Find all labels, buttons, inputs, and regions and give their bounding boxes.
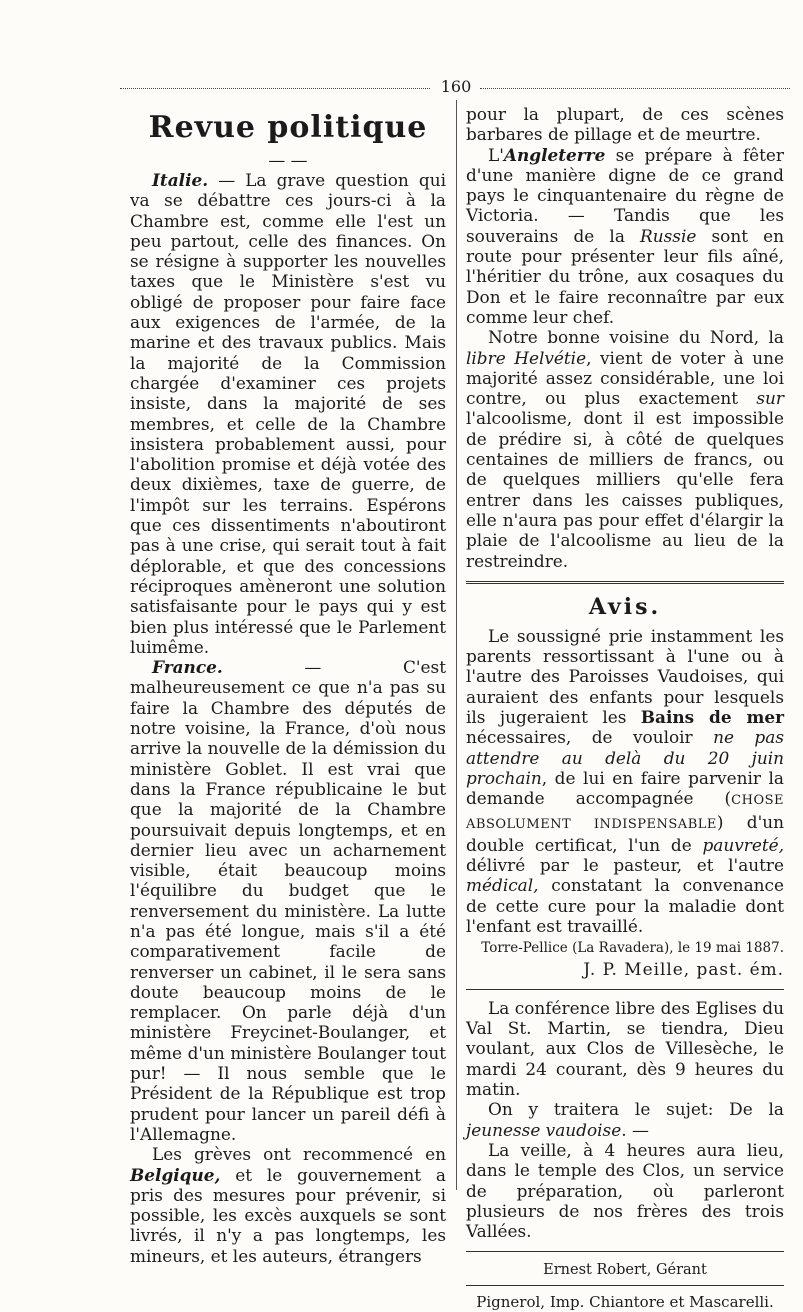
right-column: [466, 104, 784, 1312]
avis-t5: délivré par le pasteur, et l'autre: [466, 855, 784, 876]
printer-line: Pignerol, Imp. Chiantore et Mascarelli.: [476, 1292, 774, 1311]
header-dotted-rule-right: [480, 88, 790, 89]
avis-title: Avis.: [588, 593, 662, 620]
paragraph-france: [130, 657, 446, 1144]
avis-t3: , de lui en faire parvenir la demande accompagnée (: [466, 767, 784, 809]
country-helvetie: libre Helvétie: [466, 347, 587, 368]
angleterre-before: L': [488, 144, 504, 165]
avis-signature: J. P. Meille, past. ém.: [583, 958, 784, 979]
paragraph-conference-1: La conférence libre des Eglises du Val St. Martin, se tiendra, Dieu voulant, aux Clos de Villesèche, le mardi 24 courant, dès 9 heures du matin.: [466, 997, 784, 1100]
header-dotted-rule-left: [120, 88, 430, 89]
paragraph-avis: [466, 626, 784, 936]
title-dash: — —: [268, 150, 308, 170]
avis-t4: ) d'un double certificat, l'un de: [466, 811, 784, 855]
helvetie-after: l'alcoolisme, dont il est impossible de prédire si, à côté de quelques centaines de milliers de francs, ou de quelques milliers qu'elle fera entrer dans les caisses publiques, elle n'aura pas pour effet d'élargir la plaie de l'alcoolisme au lieu de la restreindre.: [466, 408, 784, 571]
helvetie-sur: sur: [756, 388, 784, 409]
angleterre-after: se prépare à fêter d'une manière digne de ce grand pays le cinquantenaire du règne de Victoria. — Tandis que les souverains de la: [466, 144, 784, 246]
country-belgique: Belgique,: [130, 1164, 221, 1185]
russie-after: sont en route pour présenter leur fils aîné, l'héritier du trône, aux cosaques du Don et le faire reconnaître par eux comme leur chef.: [466, 225, 784, 327]
conference-p2-emph: jeunesse vaudoise: [466, 1119, 622, 1140]
page-number: 160: [440, 77, 472, 96]
conference-p2-before: On y traitera le sujet: De la: [488, 1099, 784, 1120]
country-italie: Italie.: [152, 170, 209, 190]
country-angleterre: Angleterre: [503, 144, 606, 165]
avis-medical: médical,: [466, 875, 539, 896]
avis-pauvrete: pauvreté,: [702, 834, 784, 855]
page-header: [120, 76, 790, 98]
paragraph-conference-2: [466, 1099, 784, 1140]
left-column: [130, 104, 446, 1266]
paragraph-continuation: pour la plupart, de ces scènes barbares de pillage et de meurtre.: [466, 104, 784, 145]
italie-text: — La grave question qui va se débattre ces jours-ci à la Chambre est, comme elle l'est un peu partout, celle des finances. On se résigne à supporter les nouvelles taxes que le Ministère s'est vu obligé de proposer pour faire face aux exigences de l'armée, de la marine et des travaux publics. Mais la majorité de la Commission chargée d'examiner ces projets insiste, dans la majorité de ses membres, et celle de la Chambre insistera probablement aussi, pour l'abolition promise et déjà votée des deux dixièmes, taxe de guerre, de l'impôt sur les terrains. Espérons que ces dissentiments n'aboutiront pas à une crise, qui serait tout à fait déplorable, et que des concessions réciproques amèneront une solution satisfaisante pour le pays qui y est bien plus intéressé que le Parlement luimême.: [130, 170, 446, 657]
avis-emph-date: ne pas attendre au delà du 20 juin prochain: [466, 727, 784, 788]
paragraph-belgique: [130, 1144, 446, 1266]
helvetie-middle: , vient de voter à une majorité assez considérable, une loi contre, ou plus exactement: [466, 347, 784, 409]
column-divider: [456, 100, 457, 1190]
gerant-line: Ernest Robert, Gérant: [543, 1262, 707, 1279]
country-russie: Russie: [640, 225, 697, 246]
separator-before-printer: [466, 1285, 784, 1286]
avis-bains: Bains de mer: [640, 707, 784, 728]
separator-before-conference: [466, 989, 784, 990]
section-title: Revue politique: [148, 110, 428, 145]
paragraph-helvetie: [466, 327, 784, 571]
separator-before-gerant: [466, 1251, 784, 1252]
belgique-after: et le gouvernement a pris des mesures pour prévenir, si possible, les excès auxquels se sont livrés, il n'y a pas longtemps, les mineurs, et les auteurs, étrangers: [130, 1164, 446, 1266]
france-text: — C'est malheureusement ce que n'a pas su faire la Chambre des députés de notre voisine, la France, d'où nous arrive la nouvelle de la démission du ministère Goblet. Il est vrai que dans la France républicaine le but que la majorité de la Chambre poursuivait depuis longtemps, et en dernier lieu avec un acharnement visible, était beaucoup moins l'équilibre du budget que le renversement du ministère. La lutte n'a pas été longue, mais s'il a été comparativement facile de renverser un cabinet, il le sera sans doute beaucoup moins de le remplacer. On parle déjà d'un ministère Freycinet-Boulanger, et même d'un ministère Boulanger tout pur! — Il nous semble que le Président de la République est trop prudent pour lancer un pareil défi à l'Allemagne.: [130, 657, 446, 1144]
paragraph-conference-3: La veille, à 4 heures aura lieu, dans le temple des Clos, un service de préparation, où parleront plusieurs de nos frères des trois Vallées.: [466, 1139, 784, 1242]
helvetie-before: Notre bonne voisine du Nord, la: [488, 327, 784, 348]
avis-t1: Le soussigné prie instamment les parents ressortissant à l'une ou à l'autre des Paroisses Vaudoises, qui auraient des enfants pour lesquels ils jugeraient les: [466, 625, 784, 728]
paragraph-italie: [130, 170, 446, 657]
paragraph-angleterre: [466, 145, 784, 328]
avis-t6: constatant la convenance de cette cure pour la maladie dont l'enfant est travaillé.: [466, 875, 784, 936]
conference-p2-after: . —: [621, 1119, 649, 1140]
country-france: France.: [152, 657, 223, 678]
separator-before-avis: [466, 581, 784, 584]
belgique-before: Les grèves ont recommencé en: [152, 1144, 446, 1165]
avis-caps: CHOSE ABSOLUMENT INDISPENSABLE: [466, 793, 784, 832]
avis-t2: nécessaires, de vouloir: [466, 727, 714, 748]
avis-dateline: Torre-Pellice (La Ravadera), le 19 mai 1887.: [481, 940, 784, 957]
